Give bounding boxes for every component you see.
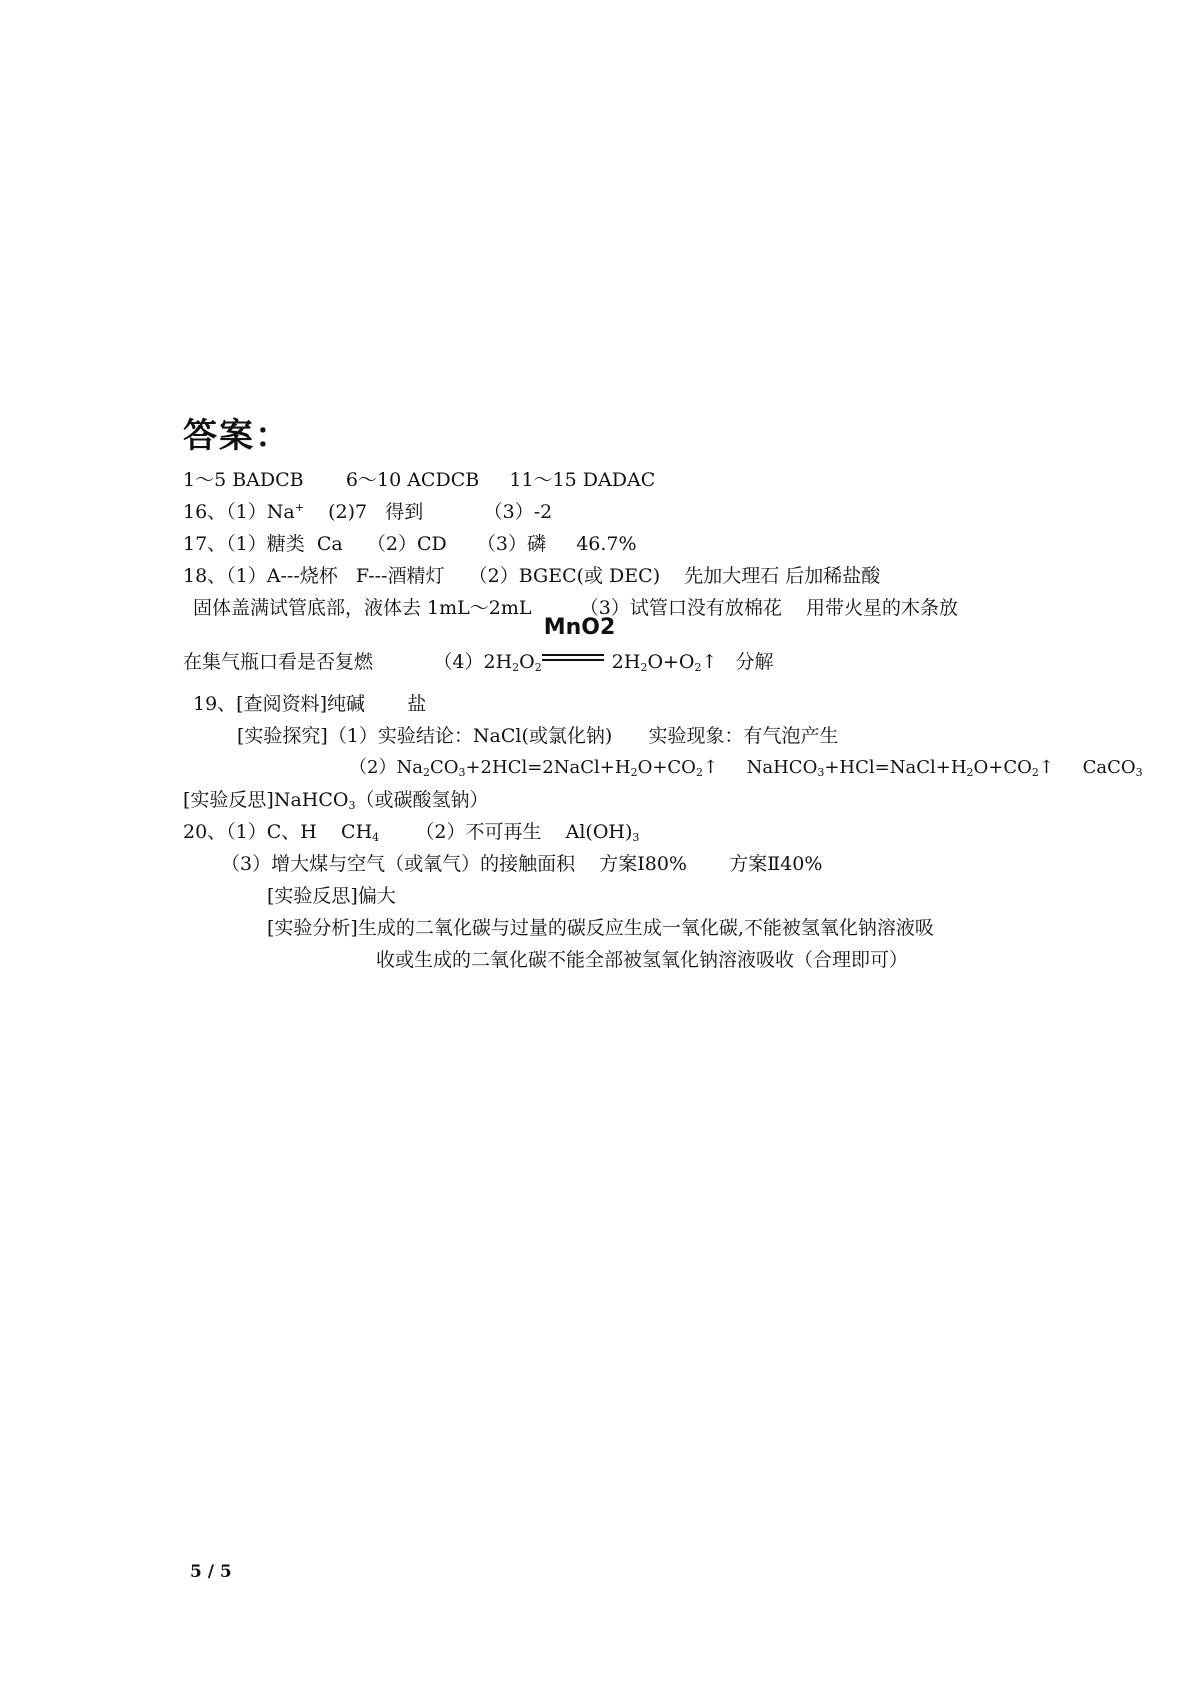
sub: 4 (372, 831, 380, 844)
answer-line-20-analysis: [实验分析]生成的二氧化碳与过量的碳反应生成一氧化碳,不能被氢氧化钠溶液吸 (267, 917, 934, 939)
sub: 2 (512, 661, 520, 674)
q20-b: （2）不可再生 Al(OH) (379, 821, 633, 843)
sub: 3 (632, 831, 640, 844)
reflect-b: （或碳酸氢钠） (355, 789, 489, 811)
eq2-d: O+CO (637, 757, 696, 778)
eq-text-a: 在集气瓶口看是否复燃 （4）2H (183, 651, 513, 673)
catalyst-equals-sign (542, 615, 616, 676)
sub: 2 (534, 661, 542, 674)
eq-text-c: 2H (605, 651, 641, 673)
equals-bar-bottom (542, 659, 604, 661)
sub: 3 (817, 766, 825, 779)
answer-line-20-analysis-cont: 收或生成的二氧化碳不能全部被氢氧化钠溶液吸收（合理即可） (376, 949, 909, 971)
answer-line-17: 17、（1）糖类 Ca （2）CD （3）磷 46.7% (183, 533, 637, 555)
eq2-a: （2）Na (349, 757, 423, 778)
answer-line-18-cont: 固体盖满试管底部，液体去 1mL～2mL （3）试管口没有放棉花 用带火星的木条放 (193, 597, 959, 619)
sub: 2 (1031, 766, 1039, 779)
answer-line-18-equation (183, 615, 774, 676)
equals-bar-top (542, 654, 604, 656)
sub: 2 (695, 766, 703, 779)
page-number: 5 / 5 (190, 1562, 232, 1582)
answer-line-20-part3: （3）增大煤与空气（或氧气）的接触面积 方案Ⅰ80% 方案Ⅱ40% (221, 853, 823, 875)
eq2-h: ↑ CaCO (1038, 757, 1136, 778)
answer-line-20 (183, 818, 639, 846)
eq2-f: +HCl=NaCl+H (824, 757, 967, 778)
sub: 2 (966, 766, 974, 779)
q16-part-a: 16、（1）Na (183, 501, 295, 523)
sub: 2 (640, 661, 648, 674)
answer-title: 答案： (183, 416, 291, 456)
answer-line-16 (183, 498, 552, 526)
sub: 3 (1135, 766, 1143, 779)
answer-line-1-15: 1～5 BADCB 6～10 ACDCB 11～15 DADAC (183, 469, 656, 491)
sub: 2 (630, 766, 638, 779)
q20-a: 20、（1）C、H CH (183, 821, 373, 843)
q16-part-b: (2)7 得到 （3）-2 (303, 501, 553, 523)
eq2-g: O+CO (973, 757, 1032, 778)
answer-line-19-equations (349, 754, 1143, 782)
eq-text-d: O+O (647, 651, 695, 673)
sub: 2 (422, 766, 430, 779)
q16-charge-sup: + (294, 501, 304, 514)
catalyst-label: MnO2 (543, 615, 616, 640)
eq-text-e: ↑ 分解 (701, 651, 774, 673)
answer-line-18: 18、（1）A---烧杯 F---酒精灯 （2）BGEC(或 DEC) 先加大理石 后加稀盐酸 (183, 565, 881, 587)
reflect-a: [实验反思]NaHCO (183, 789, 349, 811)
answer-line-20-reflect: [实验反思]偏大 (267, 885, 396, 907)
sub: 3 (458, 766, 466, 779)
sub: 2 (694, 661, 702, 674)
answer-line-19-reflect (183, 786, 488, 814)
answer-line-19: 19、[查阅资料]纯碱 盐 (193, 693, 427, 715)
eq2-b: CO (429, 757, 459, 778)
eq-text-b: O (519, 651, 535, 673)
sub: 3 (348, 799, 356, 812)
eq2-c: +2HCl=2NaCl+H (465, 757, 631, 778)
eq2-e: ↑ NaHCO (702, 757, 818, 778)
answer-line-19-explore: [实验探究]（1）实验结论：NaCl(或氯化钠) 实验现象：有气泡产生 (237, 725, 839, 747)
